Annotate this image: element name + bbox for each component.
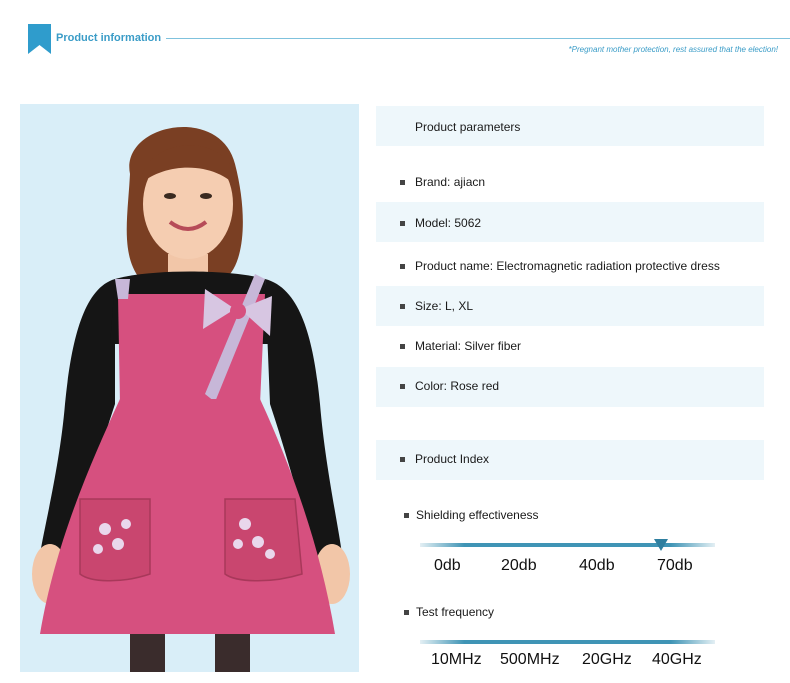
frequency-label-row [404, 605, 494, 619]
index-title: Product Index [415, 452, 490, 466]
frequency-tick: 40GHz [652, 651, 702, 668]
bullet-icon [400, 457, 405, 462]
bookmark-flag-icon [28, 24, 51, 54]
shielding-label-row [404, 508, 539, 522]
frequency-tick: 500MHz [500, 651, 560, 668]
header-divider [166, 38, 790, 39]
frequency-tick: 20GHz [582, 651, 632, 668]
frequency-label: Test frequency [416, 605, 495, 619]
product-photo [20, 104, 359, 672]
shielding-tick: 20db [501, 557, 537, 574]
bullet-icon [400, 180, 405, 185]
shielding-label: Shielding effectiveness [416, 508, 539, 522]
param-model [400, 216, 481, 230]
bullet-icon [400, 304, 405, 309]
bullet-icon [400, 344, 405, 349]
index-title-row [400, 452, 489, 466]
param-brand-text: Brand: ajiacn [415, 175, 486, 189]
frequency-scale-bar [420, 640, 715, 644]
params-title: Product parameters [415, 120, 521, 134]
param-model-text: Model: 5062 [415, 216, 482, 230]
shielding-tick: 40db [579, 557, 615, 574]
param-brand [400, 175, 485, 189]
bullet-icon [400, 384, 405, 389]
shielding-scale-bar [420, 543, 715, 547]
section-title: Product information [56, 32, 162, 44]
shielding-tick: 70db [657, 557, 693, 574]
bullet-icon [404, 513, 409, 518]
param-size [400, 299, 473, 313]
param-size-text: Size: L, XL [415, 299, 474, 313]
param-material [400, 339, 521, 353]
param-material-text: Material: Silver fiber [415, 339, 522, 353]
bullet-icon [400, 264, 405, 269]
shielding-marker-icon [654, 539, 668, 551]
shielding-tick: 0db [434, 557, 461, 574]
frequency-tick: 10MHz [431, 651, 482, 668]
bullet-icon [400, 221, 405, 226]
bullet-icon [404, 610, 409, 615]
param-product-name-text: Product name: Electromagnetic radiation protective dress [415, 259, 720, 273]
param-color [400, 379, 499, 393]
param-color-text: Color: Rose red [415, 379, 500, 393]
slogan: *Pregnant mother protection, rest assured that the election! [568, 45, 778, 54]
param-product-name [400, 259, 720, 273]
